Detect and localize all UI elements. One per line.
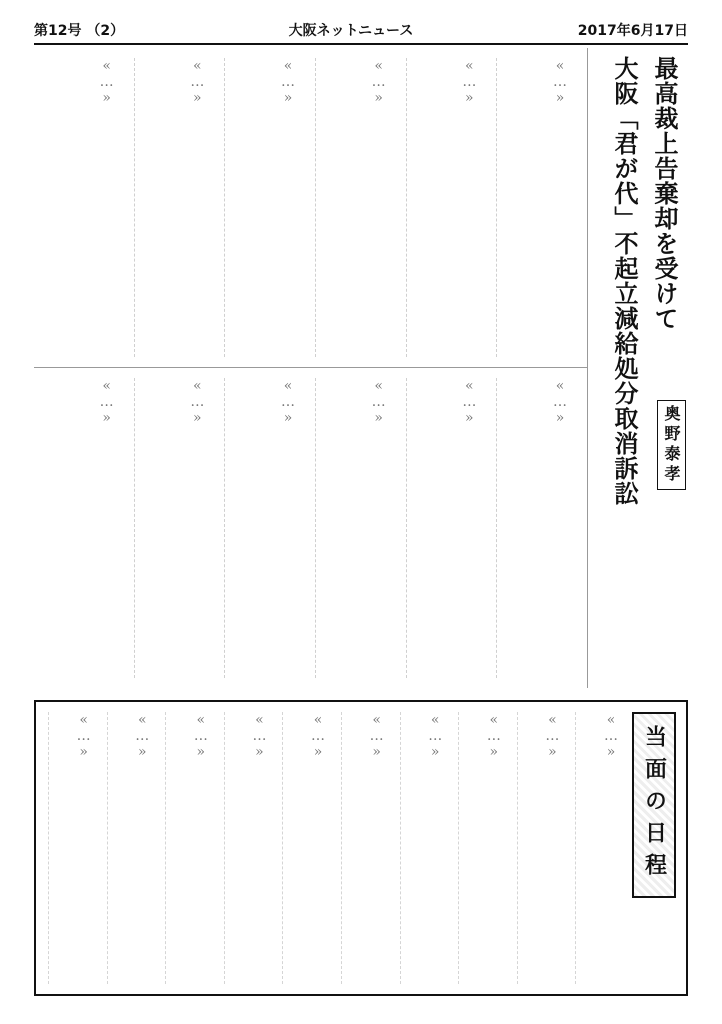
article-column: «…» (496, 58, 577, 357)
article-body-top-tier (34, 48, 587, 368)
article-column: «…» (224, 378, 305, 678)
schedule-list (48, 712, 622, 984)
article-column: «…» (98, 58, 115, 106)
article-column: «…» (224, 58, 305, 357)
schedule-item: «…» (517, 712, 564, 984)
schedule-title: 当面の日程 (632, 712, 676, 898)
schedule-item: «…» (224, 712, 271, 984)
article-column: «…» (98, 378, 115, 426)
issue-number: 第12号 （2） (34, 23, 125, 39)
schedule-item: «…» (282, 712, 329, 984)
issue-date: 2017年6月17日 (577, 23, 688, 39)
article-column: «…» (496, 378, 577, 678)
schedule-item: «…» (107, 712, 154, 984)
page-header (34, 14, 688, 45)
article-body-bottom-tier (34, 368, 587, 688)
article-column: «…» (134, 378, 215, 678)
schedule-item: «…» (165, 712, 212, 984)
article-title-block (592, 48, 688, 688)
article-title: 大阪「君が代」不起立減給処分取消訴訟 (610, 56, 638, 506)
article-column: «…» (406, 378, 487, 678)
article-column: «…» (315, 58, 396, 357)
schedule-item: «…» (341, 712, 388, 984)
schedule-item: «…» (575, 712, 622, 984)
article-subtitle: 最高裁上告棄却を受けて (650, 56, 678, 331)
article-author: 奥野泰孝 (657, 400, 686, 490)
schedule-item: «…» (400, 712, 447, 984)
schedule-item: «…» (48, 712, 95, 984)
schedule-box (34, 700, 688, 996)
article-column: «…» (134, 58, 215, 357)
article-column: «…» (315, 378, 396, 678)
schedule-item: «…» (458, 712, 505, 984)
publication-name: 大阪ネットニュース (288, 23, 414, 39)
article-column: «…» (406, 58, 487, 357)
main-article (34, 48, 688, 688)
article-body (34, 48, 588, 688)
